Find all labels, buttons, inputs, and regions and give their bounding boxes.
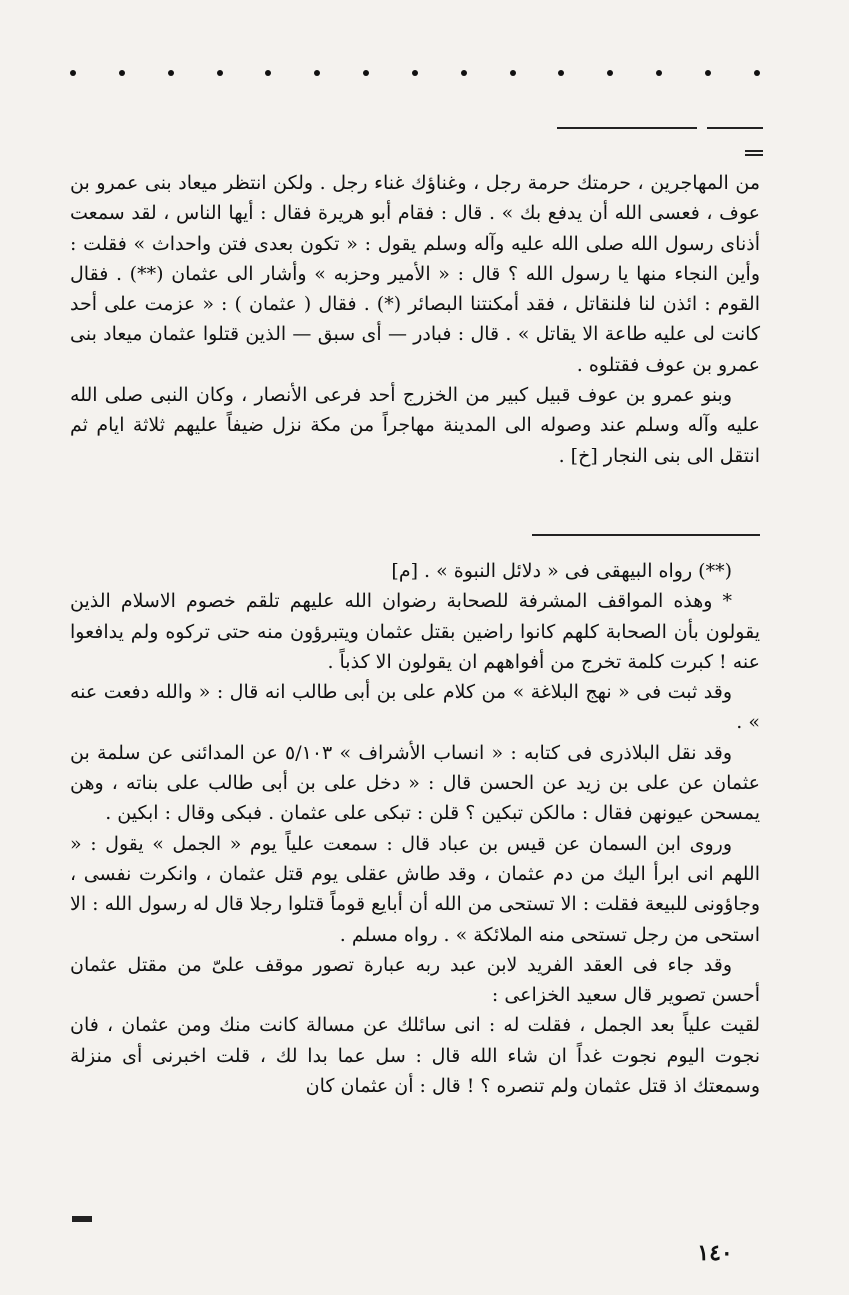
header-rule (707, 127, 763, 129)
dot (510, 70, 516, 76)
dot (461, 70, 467, 76)
dot (754, 70, 760, 76)
dot (412, 70, 418, 76)
footnote-paragraph: وروى ابن السمان عن قيس بن عباد قال : سمعت علياً يوم « الجمل » يقول : « اللهم انى ابرأ اليك من دم عثمان ، وقد طاش عقلى يوم قتل عثمان ، وانكرت نفسى ، وجاؤونى للبيعة فقلت : الا تستحى من الله أن أبايع قوماً قتلوا رجلا قال له رسول الله : الا استحى من رجل تستحى منه الملائكة » . رواه مسلم . (70, 832, 760, 946)
footnote-paragraph: وقد ثبت فى « نهج البلاغة » من كلام على بن أبى طالب انه قال : « والله دفعت عنه » . (70, 681, 760, 734)
footnote-paragraph: * وهذه المواقف المشرفة للصحابة رضوان الله عليهم تلقم خصوم الاسلام الذين يقولون بأن الصحابة كلهم كانوا راضين بقتل عثمان ويتبرؤون منه حتى تركوه ولم يدافعوا عنه ! كبرت كلمة تخرج من أفواههم ان يقولون الا كذباً . (70, 590, 760, 673)
dot (168, 70, 174, 76)
dot (705, 70, 711, 76)
dot (217, 70, 223, 76)
dot (558, 70, 564, 76)
footnote-separator (532, 534, 760, 536)
footnote-paragraph: (**) رواه البيهقى فى « دلائل النبوة » . [م] (391, 560, 732, 582)
page-number: ١٤٠ (697, 1240, 733, 1266)
dot (119, 70, 125, 76)
main-paragraph: من المهاجرين ، حرمتك حرمة رجل ، وغناؤك غناء رجل . ولكن انتظر ميعاد بنى عمرو بن عوف ، فعسى الله أن يدفع بك » . قال : فقام أبو هريرة فقال : أيها الناس ، لقد سمعت أذناى رسول الله صلى الله عليه وآله وسلم يقول : « تكون بعدى فتن واحداث » فقلت : وأين النجاء منها يا رسول الله ؟ قال : « الأمير وحزبه » وأشار الى عثمان (**) . فقال القوم : ائذن لنا فلنقاتل ، فقد أمكنتنا البصائر (*) . فقال ( عثمان ) : « عزمت على أحد كانت لى عليه طاعة الا يقاتل » . قال : فبادر — أى سبق — الذين قتلوا عثمان ميعاد بنى عمرو بن عوف فقتلوه . (70, 172, 760, 376)
page (60, 0, 760, 1295)
dot (363, 70, 369, 76)
dot (656, 70, 662, 76)
footnote-paragraph: لقيت علياً بعد الجمل ، فقلت له : انى سائلك عن مسالة كانت منك ومن عثمان ، فان نجوت اليوم نجوت غداً ان شاء الله قال : سل عما بدا لك ، قلت اخبرنى أى منزلة وسمعتك اذ قتل عثمان ولم تنصره ؟ ! قال : أن عثمان كان (70, 1014, 760, 1098)
footnote-paragraph: وقد جاء فى العقد الفريد لابن عبد ربه عبارة تصور موقف علىّ من مقتل عثمان أحسن تصوير قال سعيد الخزاعى : (70, 953, 760, 1007)
main-paragraph: وبنو عمرو بن عوف قبيل كبير من الخزرج أحد فرعى الأنصار ، وكان النبى صلى الله عليه وآله وسلم عند وصوله الى المدينة مهاجراً من مكة نزل ضيفاً عليهم ثلاثة ايام ثم انتقل الى بنى النجار [خ] . (70, 384, 760, 467)
header-rule (557, 127, 697, 129)
dot (607, 70, 613, 76)
dot (265, 70, 271, 76)
continuation-mark (745, 150, 763, 156)
dot (314, 70, 320, 76)
footnote-paragraph: وقد نقل البلاذرى فى كتابه : « انساب الأشراف » ٥/١٠٣ عن المدائنى عن سلمة بن عثمان عن على بن زيد عن الحسن قال : « دخل على بن أبى طالب على بناته ، وهن يمسحن عيونهن فقال : مالكن تبكين ؟ قلن : تبكى على عثمان . فبكى وقال : ابكين . (70, 741, 760, 825)
dot (70, 70, 76, 76)
main-text (70, 168, 760, 471)
footnotes (70, 556, 760, 1101)
ornamental-dots (70, 70, 760, 76)
ink-mark (72, 1216, 92, 1222)
